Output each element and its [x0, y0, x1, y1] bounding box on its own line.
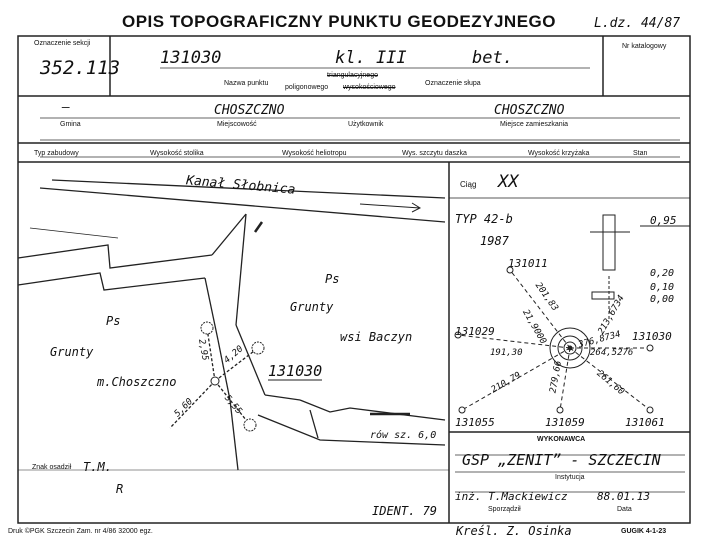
- ident: IDENT. 79: [372, 504, 438, 518]
- nazwa-label: Nazwa punktu: [224, 80, 269, 87]
- dist-5-60: 5,60: [172, 396, 196, 420]
- sekcja-value: 352.113: [40, 57, 121, 79]
- point-131059: 131059: [545, 416, 585, 429]
- height-0-00: 0,00: [650, 294, 675, 305]
- height-0-20: 0,20: [650, 268, 675, 279]
- triang-label: triangulacyjnego: [327, 72, 378, 79]
- dist-279-66: 279,66: [548, 360, 565, 394]
- miejscowosc-value: CHOSZCZNO: [214, 103, 285, 118]
- grunty-right: Grunty: [290, 300, 334, 314]
- ciag-label: Ciąg: [460, 180, 477, 189]
- data-label: Data: [617, 506, 632, 513]
- wykonawca-label: WYKONAWCA: [537, 436, 586, 443]
- page-title: OPIS TOPOGRAFICZNY PUNKTU GEODEZYJNEGO: [122, 12, 556, 31]
- data-value: 88.01.13: [597, 490, 650, 503]
- dist-261-60: 261,60: [594, 368, 626, 398]
- wysok-label: wysokościowego: [343, 84, 396, 91]
- year-label: 1987: [480, 234, 509, 248]
- znak-value: T.M.: [83, 460, 112, 474]
- height-0-10: 0,10: [650, 282, 675, 293]
- dist-191-30: 191,30: [490, 348, 523, 358]
- angle-376-8734: 376,8734: [577, 329, 622, 351]
- point-label: 131030: [268, 362, 323, 380]
- katalog-label: Nr katalogowy: [622, 43, 667, 50]
- miejscowosc-label: Miejscowość: [217, 121, 257, 128]
- daszek-label: Wys. szczytu daszka: [402, 150, 467, 157]
- dist-2-95: 2,95: [196, 338, 210, 362]
- r-mark: R: [116, 482, 124, 496]
- stolik-label: Wysokość stolika: [150, 150, 204, 157]
- angle-213-6734: 213,6734: [596, 293, 627, 337]
- pillar-value: bet.: [472, 48, 513, 68]
- gmina-value: —: [62, 100, 70, 115]
- point-131055: 131055: [455, 416, 495, 429]
- heliotrop-label: Wysokość heliotropu: [282, 150, 347, 157]
- ldz-number: L.dz. 44/87: [594, 16, 681, 31]
- stan-label: Stan: [633, 150, 648, 157]
- gugik-footer: GUGIK 4-1-23: [621, 528, 667, 535]
- m-choszczno: m.Choszczno: [97, 375, 177, 389]
- grunty-left: Grunty: [50, 345, 94, 359]
- instytucja-label: Instytucja: [555, 474, 585, 481]
- point-131029: 131029: [455, 325, 495, 338]
- angle-264-5276: 264,5276: [590, 348, 634, 358]
- dist-5-55: 5,55: [222, 393, 244, 417]
- poligon-label: poligonowego: [285, 84, 329, 91]
- dist-201-83: 201,83: [532, 280, 560, 314]
- druk-footer: Druk ©PGK Szczecin Zam. nr 4/86 32000 egz.: [8, 528, 153, 535]
- dist-4-20: 4,20: [222, 344, 246, 366]
- typ-label: TYP 42-b: [455, 212, 513, 226]
- canal-label: Kanał Słobnica: [185, 173, 297, 198]
- point-131011: 131011: [508, 257, 548, 270]
- slup-label: Oznaczenie słupa: [425, 80, 481, 87]
- wykonawca-value: GSP „ZENIT” - SZCZECIN: [462, 451, 661, 469]
- sporzadzil-value: inż. T.Mackiewicz: [455, 490, 568, 503]
- kresl-footer: Kreśl. Z. Osinka: [456, 524, 572, 538]
- sporzadzil-label: Sporządził: [488, 506, 521, 513]
- height-0-95: 0,95: [650, 214, 677, 227]
- point-name-value: 131030: [160, 48, 222, 68]
- ciag-value: XX: [498, 172, 519, 192]
- dist-210-79: 210,79: [489, 370, 523, 396]
- angle-21-9000: 21,9000: [520, 308, 548, 346]
- krzyzak-label: Wysokość krzyżaka: [528, 150, 590, 157]
- uzytkownik-label: Użytkownik: [348, 121, 384, 128]
- sekcja-label: Oznaczenie sekcji: [34, 40, 91, 47]
- miejsce-label: Miejsce zamieszkania: [500, 121, 569, 128]
- gmina-label: Gmina: [60, 121, 81, 128]
- point-131061: 131061: [625, 416, 665, 429]
- class-value: kl. III: [335, 48, 407, 68]
- ditch-label: rów sz. 6,0: [370, 430, 437, 441]
- ps-right: Ps: [325, 272, 340, 286]
- point-131030: 131030: [632, 330, 672, 343]
- ps-left: Ps: [106, 314, 121, 328]
- wsi-baczyn: wsi Baczyn: [340, 330, 413, 344]
- znak-label: Znak osadził: [32, 464, 72, 471]
- typ-zabudowy-label: Typ zabudowy: [34, 150, 79, 157]
- miejsce-value: CHOSZCZNO: [494, 103, 565, 118]
